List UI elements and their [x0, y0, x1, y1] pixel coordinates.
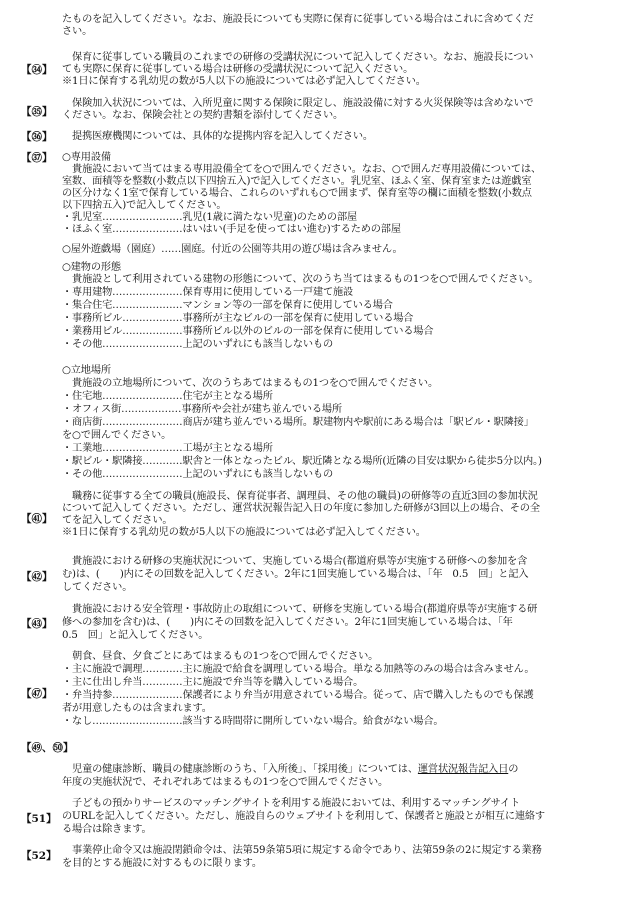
text-line: 職務に従事する全ての職員(施設長、保育従事者、調理員、その他の職員)の研修等の直近3回の参加状況	[62, 491, 538, 502]
text-line: ・主に仕出し弁当…………主に施設で弁当等を購入している場合。	[62, 677, 364, 688]
text-line: 貴施設の立地場所について、次のうちあてはまるもの1つを○で囲んでください。	[62, 378, 439, 389]
text-span: の	[508, 764, 519, 775]
text-line: ・なし………………………該当する時間帯に開所していない場合。給食がない場合。	[62, 716, 444, 727]
section-marker: 【㊸】	[21, 618, 53, 630]
text-line: 保育に従事している職員のこれまでの研修の受講状況について記入してください。なお、施設長につい	[62, 52, 534, 63]
text-line: ○立地場所	[62, 365, 111, 376]
text-line: ・駅ビル・駅隣接…………駅舎と一体となったビル、駅近隣となる場所(近隣の目安は駅から徒歩5分以内。)	[62, 456, 542, 467]
text-line: ※1日に保育する乳幼児の数が5人以下の施設については必ず記入してください。	[62, 527, 426, 538]
section-marker: 【㉞】	[21, 64, 53, 76]
text-line: のURLを記入してください。ただし、施設自らのウェブサイトを利用して、保護者と施設とが相互に連絡す	[62, 811, 545, 822]
text-line: 貴施設において当てはまる専用設備全てを○で囲んでください。なお、○で囲んだ専用設備については、	[62, 164, 541, 175]
text-line: 修への参加を含む)は、( )内にその回数を記入してください。2年に1回実施している場合は、「年	[62, 617, 513, 628]
section-marker: 【㊾、㊿】	[21, 742, 74, 754]
text-line: の区分けなく1室で保育している場合、これらのいずれも○で囲まず、保育室等の欄に面積を整数(小数点	[62, 188, 532, 199]
text-line: 事業停止命令又は施設閉鎖命令は、法第59条第5項に規定する命令であり、法第59条の2に規定する業務	[62, 845, 542, 856]
text-line: さい。	[62, 26, 93, 37]
text-line: 朝食、昼食、夕食ごとにあてはまるもの1つを○で囲んでください。	[62, 651, 379, 662]
text-line: 0.5 回」と記入してください。	[62, 630, 209, 641]
text-line: 年度の実施状況で、それぞれあてはまるもの1つを○で囲んでください。	[62, 777, 389, 788]
section-marker: 【㊱】	[21, 131, 53, 143]
text-line: ・弁当持参…………………保護者により弁当が用意されている場合。従って、店で購入したものでも保護	[62, 690, 534, 701]
section-marker: 【㊶】	[21, 513, 53, 525]
text-line: ・ほふく室…………………はいはい(手足を使ってはい進む)するための部屋	[62, 224, 401, 235]
text-line: ○屋外遊戯場（園庭）……園庭。付近の公園等共用の遊び場は含みません。	[62, 244, 403, 255]
text-line: を○で囲んでください。	[62, 430, 172, 441]
text-line: てを記入してください。	[62, 515, 173, 526]
section-marker: 【㊷】	[21, 571, 53, 583]
text-line: ・業務用ビル………………事務所ビル以外のビルの一部を保育に使用している場合	[62, 326, 434, 337]
text-line: ○専用設備	[62, 152, 111, 163]
text-line: ・乳児室……………………乳児(1歳に満たない児童)のための部屋	[62, 212, 358, 223]
text-line: ・その他……………………上記のいずれにも該当しないもの	[62, 469, 334, 480]
text-line	[62, 764, 518, 776]
text-span: 児童の健康診断、職員の健康診断のうち、「入所後」、「採用後」については、	[62, 764, 418, 775]
text-line: ・その他……………………上記のいずれにも該当しないもの	[62, 339, 334, 350]
text-line: について記入してください。ただし、運営状況報告記入日の年度に参加した研修が3回以上の場合、その全	[62, 503, 540, 514]
section-marker: 【㊲】	[21, 152, 53, 164]
text-line: む)は、( )内にその回数を記入してください。2年に1回実施している場合は、「年 0.5 回」と記入	[62, 569, 529, 580]
text-line: ・主に施設で調理…………主に施設で給食を調理している場合。単なる加熱等のみの場合は含みません。	[62, 664, 535, 675]
text-line: ・工業地……………………工場が主となる場所	[62, 443, 273, 454]
text-line: ・事務所ビル………………事務所が主なビルの一部を保育に使用している場合	[62, 313, 414, 324]
text-line: たものを記入してください。なお、施設長についても実際に保育に従事している場合はこれに含めてくだ	[62, 14, 534, 25]
text-line: ・オフィス街………………事務所や会社が建ち並んでいる場所	[62, 404, 342, 415]
text-line: 室数、面積等を整数(小数点以下四捨五入)で記入してください。乳児室、ほふく室、保育室または遊戯室	[62, 176, 532, 187]
underlined-text: 運営状況報告記入日	[417, 764, 509, 775]
text-line: ※1日に保育する乳幼児の数が5人以下の施設については必ず記入してください。	[62, 76, 426, 87]
text-line: 貴施設として利用されている建物の形態について、次のうち当てはまるもの1つを○で囲んでください。	[62, 274, 539, 285]
text-line: 貴施設における安全管理・事故防止の取組について、研修を実施している場合(都道府県等が実施する研	[62, 604, 538, 615]
text-line: 子どもの預かりサービスのマッチングサイトを利用する施設においては、利用するマッチングサイト	[62, 798, 521, 809]
text-line: 保険加入状況については、入所児童に関する保険に限定し、施設設備に対する火災保険等は含めないで	[62, 98, 534, 109]
text-line: る場合は除きます。	[62, 824, 152, 835]
text-line: ・住宅地……………………住宅が主となる場所	[62, 391, 273, 402]
section-marker: 【51】	[21, 813, 57, 825]
text-line: ・専用建物…………………保育専用に使用している一戸建て施設	[62, 287, 354, 298]
text-line: ください。なお、保険会社との契約書類を添付してください。	[62, 110, 344, 121]
text-line: ても実際に保育に従事している場合は研修の受講状況について記入ください。	[62, 64, 414, 75]
section-marker: 【㉟】	[21, 106, 53, 118]
section-marker: 【㊼】	[21, 688, 53, 700]
text-line: 者が用意したものは含まれます。	[62, 703, 212, 714]
text-line: ・商店街……………………商店が建ち並んでいる場所。駅建物内や駅前にある場合は「駅ビル・駅隣接」	[62, 417, 534, 428]
section-marker: 【52】	[21, 850, 57, 862]
text-line: 以下四捨五入)で記入してください。	[62, 200, 227, 211]
text-line: ○建物の形態	[62, 262, 121, 273]
text-line: してください。	[62, 582, 133, 593]
text-line: を目的とする施設に対するものに限ります。	[62, 858, 262, 869]
text-line: 提携医療機関については、具体的な提携内容を記入してください。	[62, 131, 373, 142]
text-line: 貴施設における研修の実施状況について、実施している場合(都道府県等が実施する研修への参加を含	[62, 556, 528, 567]
text-line: ・集合住宅…………………マンション等の一部を保育に使用している場合	[62, 300, 393, 311]
